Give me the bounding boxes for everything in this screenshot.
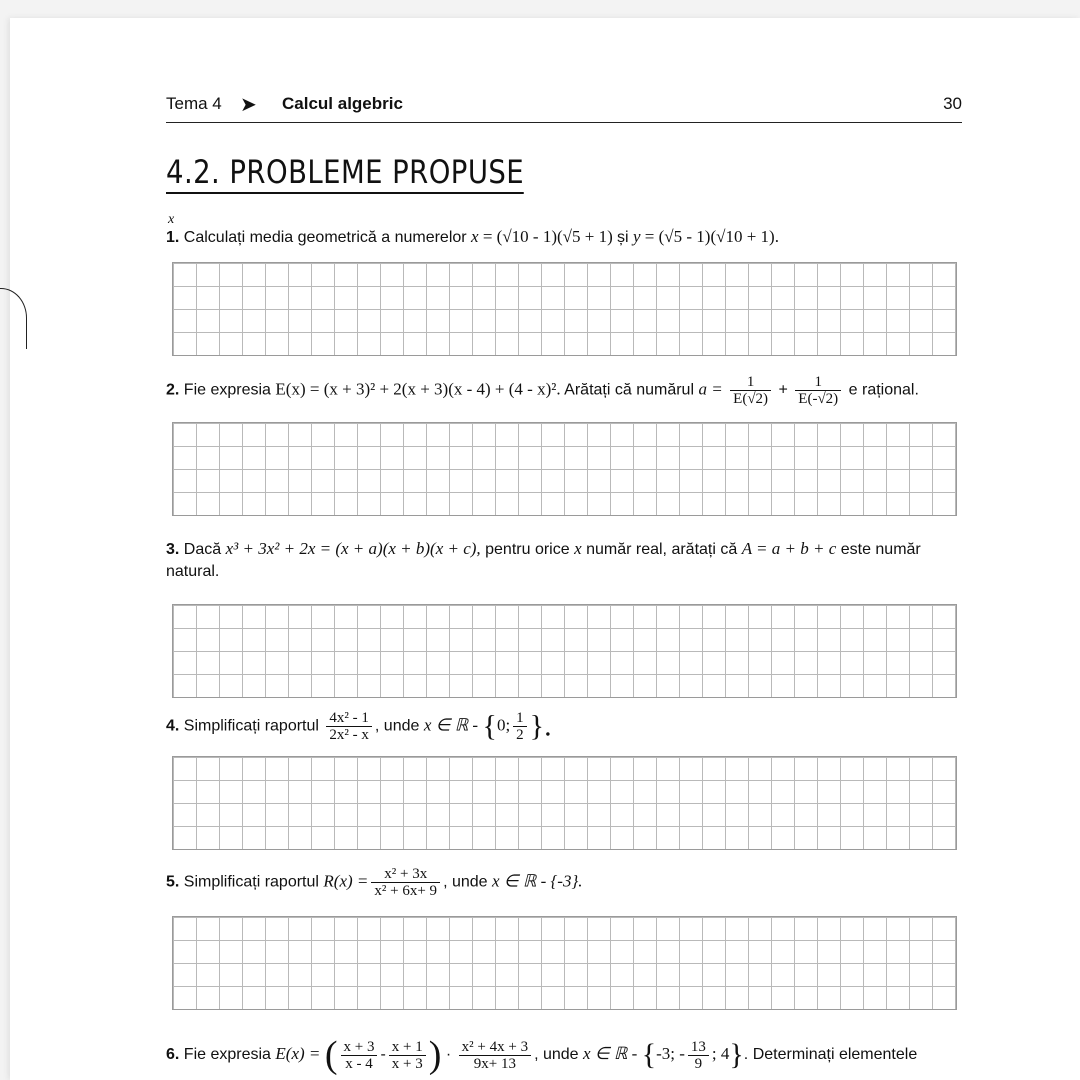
fraction-numerator: x² + 3x (371, 866, 440, 883)
fraction-numerator: 4x² - 1 (326, 710, 372, 727)
problem-number: 2. (166, 381, 180, 399)
fraction-numerator: x + 3 (341, 1039, 378, 1056)
problem-number: 1. (166, 229, 180, 246)
problem-number: 6. (166, 1046, 180, 1064)
problem-5 (166, 866, 966, 899)
problem-4 (166, 710, 966, 743)
problem-text-c: număr real, arătați că (586, 541, 738, 558)
set-element: -3; - (656, 1044, 685, 1064)
problem-text-c: e rațional. (848, 381, 919, 399)
domain: x ∈ ℝ - (583, 1044, 638, 1064)
problem-text: Dacă (183, 541, 222, 558)
fraction-denominator: 2x² - x (329, 727, 369, 743)
page-number: 30 (943, 94, 962, 113)
set-close: } (729, 1038, 744, 1071)
problem-text-b: Arătați că numărul (564, 381, 695, 399)
answer-grid-4[interactable] (172, 756, 957, 850)
fraction-1 (341, 1039, 378, 1072)
expr-E: E(x) = (x + 3)² + 2(x + 3)(x - 4) + (4 - x)². (275, 379, 561, 399)
conj-si: și (616, 229, 629, 246)
fraction-2 (795, 374, 841, 407)
fraction-denominator: E(√2) (733, 391, 769, 407)
problem-text: Simplificați raportul (183, 873, 319, 891)
expr-poly: x³ + 3x² + 2x = (x + a)(x + b)(x + c), (225, 539, 481, 558)
fraction-numerator: 1 (730, 374, 771, 391)
r-equals: R(x) = (323, 871, 369, 891)
fraction-denominator: x² + 6x+ 9 (374, 883, 438, 899)
expr-x: = (√10 - 1)(√5 + 1) (478, 227, 617, 246)
answer-grid-3[interactable] (172, 604, 957, 698)
fraction-numerator: x² + 4x + 3 (459, 1039, 531, 1056)
paren-open: ( (324, 1034, 338, 1076)
problem-number: 4. (166, 717, 180, 735)
problem-text-b: , unde (534, 1046, 579, 1064)
problem-number: 5. (166, 873, 180, 891)
set-fraction (688, 1039, 709, 1072)
answer-grid-1[interactable] (172, 262, 957, 356)
set-close: }. (529, 709, 552, 743)
paren-close: ) (428, 1034, 442, 1076)
answer-grid-5[interactable] (172, 916, 957, 1010)
problem-3 (166, 538, 962, 583)
set-element-b: ; 4 (711, 1044, 730, 1064)
fraction-denominator: 2 (516, 727, 524, 743)
expr-A: A = a + b + c (741, 539, 837, 558)
problem-6 (166, 1036, 966, 1074)
fraction-numerator: 1 (513, 710, 527, 727)
section-title: 4.2. PROBLEME PROPUSE (166, 152, 524, 194)
fraction-denominator: 9 (694, 1055, 703, 1072)
problem-text-d: este număr natural. (166, 541, 921, 580)
problem-text-c: . Determinați elementele (743, 1046, 918, 1064)
fraction-2 (389, 1039, 426, 1072)
a-equals: a = (698, 379, 723, 399)
problem-2 (166, 374, 966, 407)
header-topic: Calcul algebric (282, 94, 403, 113)
var-x: x (471, 227, 479, 246)
fraction (371, 866, 440, 899)
fraction-denominator: x - 4 (345, 1055, 373, 1072)
problem-text-b: , unde (443, 873, 488, 891)
dot-operator: · (445, 1046, 452, 1064)
set-element: 0; (496, 715, 511, 735)
set-open: { (641, 1038, 657, 1071)
page-header (166, 92, 962, 123)
minus-sign: - (380, 1046, 386, 1064)
answer-grid-2[interactable] (172, 422, 957, 516)
problem-text-b: , unde (374, 717, 420, 735)
expr-y: = (√5 - 1)(√10 + 1). (640, 227, 779, 246)
domain: x ∈ ℝ - (423, 715, 479, 735)
plus-sign: + (778, 381, 788, 399)
fraction-3 (459, 1039, 531, 1072)
problem-text: Simplificați raportul (183, 717, 319, 735)
fraction-numerator: x + 1 (389, 1039, 426, 1056)
set-open: { (482, 709, 497, 743)
header-arrow-icon: ➤ (240, 94, 257, 116)
problem-text: Fie expresia (183, 381, 271, 399)
problem-1 (166, 226, 966, 249)
fraction (326, 710, 372, 743)
var-x: x (574, 539, 582, 558)
margin-mark: x (168, 212, 175, 227)
fraction-numerator: 13 (688, 1039, 709, 1056)
fraction-denominator: x + 3 (391, 1055, 423, 1072)
var-y: y (633, 227, 641, 246)
domain: x ∈ ℝ - {-3}. (492, 871, 583, 891)
fraction-denominator: 9x+ 13 (473, 1055, 516, 1072)
fraction-1 (730, 374, 771, 407)
fraction-denominator: E(-√2) (798, 391, 839, 407)
problem-text-b: pentru orice (485, 541, 570, 558)
problem-text: Fie expresia (183, 1046, 271, 1064)
problem-text: Calculați media geometrică a numerelor (183, 229, 467, 246)
header-theme: Tema 4 (166, 94, 222, 113)
set-fraction (513, 710, 527, 743)
problem-number: 3. (166, 541, 180, 558)
e-equals: E(x) = (275, 1044, 321, 1064)
fraction-numerator: 1 (795, 374, 841, 391)
